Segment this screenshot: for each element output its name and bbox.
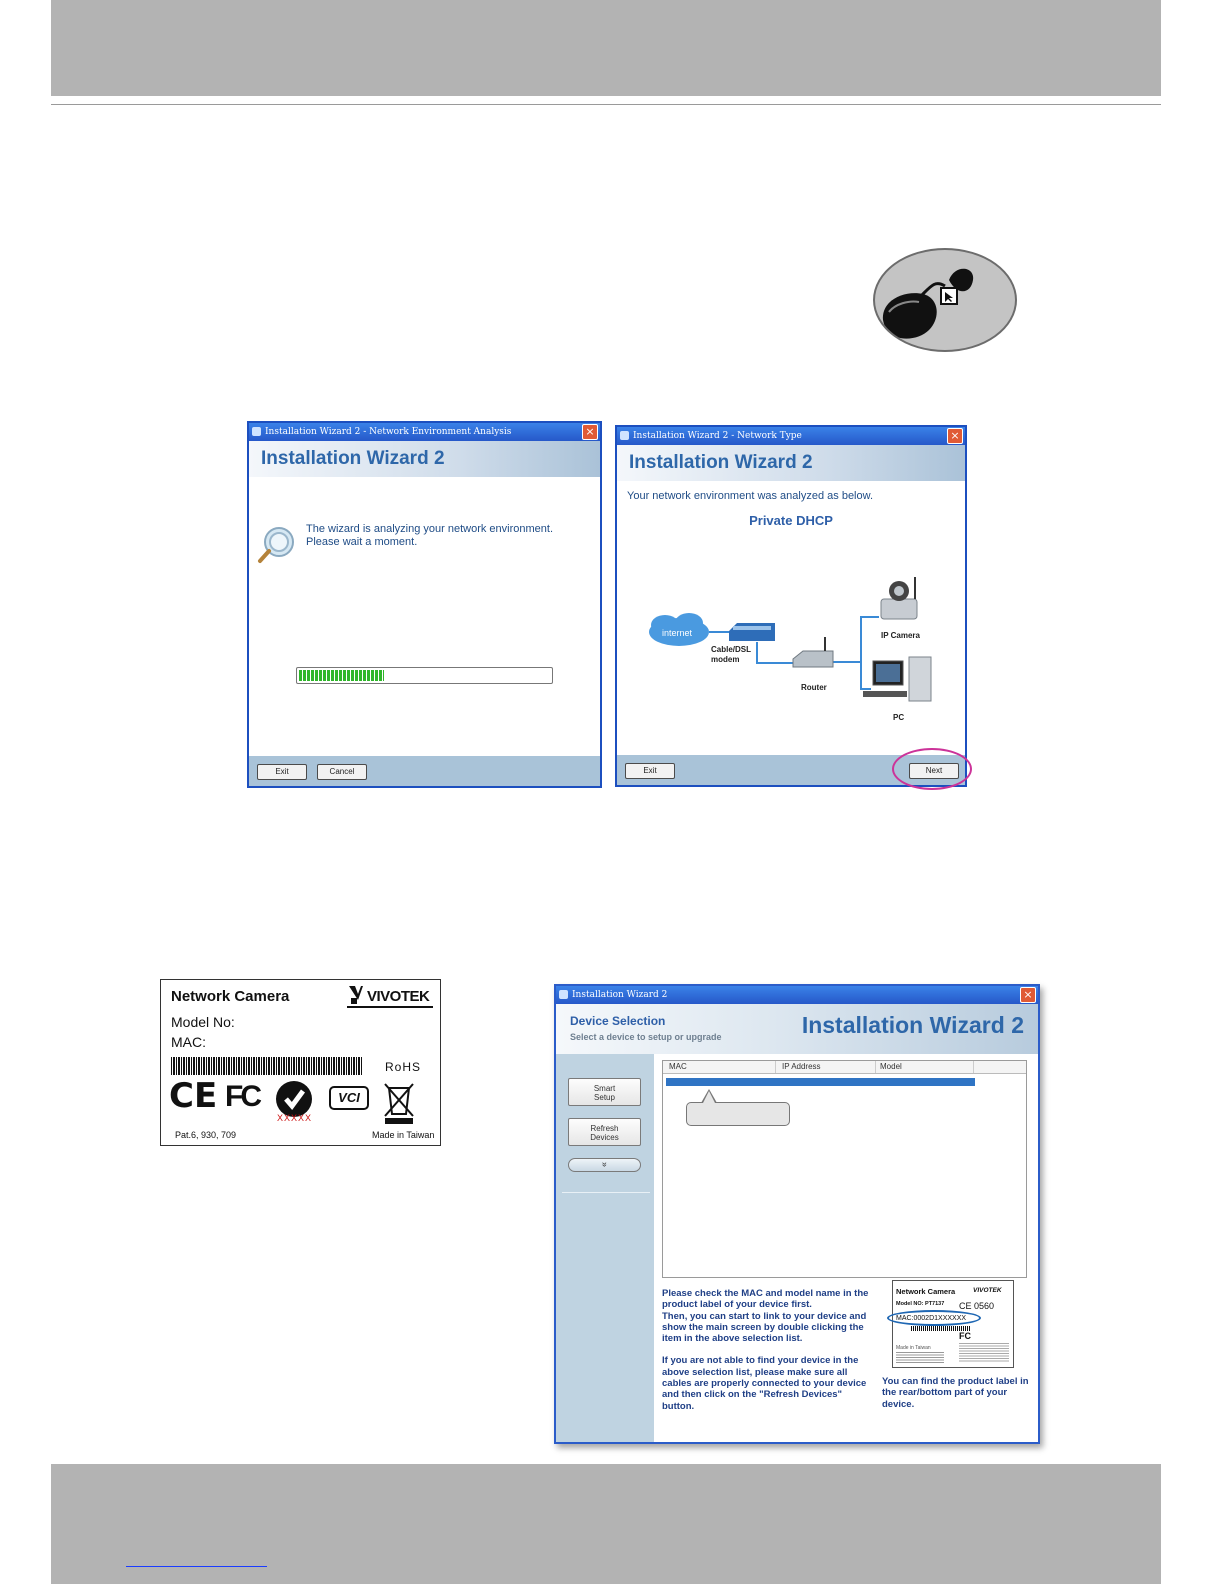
ctick-code: XXXXX — [277, 1113, 313, 1123]
pc-label: PC — [893, 713, 905, 722]
label-title: Network Camera — [171, 988, 290, 1005]
ctick-mark-icon — [276, 1081, 312, 1117]
made-in-label: Made in Taiwan — [372, 1130, 435, 1140]
mini-label-mac: MAC:0002D1XXXXXX — [896, 1315, 967, 1322]
app-icon — [559, 990, 568, 999]
callout-tail-fill — [703, 1091, 715, 1103]
section-title: Device Selection — [570, 1014, 666, 1028]
close-button[interactable]: × — [1020, 987, 1036, 1003]
ip-camera-label: IP Camera — [881, 631, 920, 640]
window-title: Installation Wizard 2 - Network Environment Analysis — [265, 427, 512, 437]
banner-title: Installation Wizard 2 — [261, 448, 445, 469]
analysis-progress-bar — [296, 667, 553, 684]
page-header-band — [51, 0, 1161, 96]
wizard-banner — [556, 1004, 1038, 1054]
sidebar — [556, 1054, 654, 1442]
table-row[interactable] — [666, 1078, 975, 1086]
exit-button[interactable]: Exit — [625, 763, 675, 779]
column-header-mac[interactable]: MAC — [669, 1062, 687, 1071]
network-type-label: Private DHCP — [749, 513, 833, 528]
refresh-line1: Refresh — [590, 1124, 619, 1133]
help-line: cables are properly connected to your device — [662, 1378, 867, 1390]
close-button[interactable]: × — [947, 428, 963, 444]
label-hint — [882, 1376, 1042, 1410]
help-spacer — [662, 1344, 888, 1355]
network-type-window — [615, 425, 967, 787]
device-selection-window — [554, 984, 1040, 1444]
patent-number: Pat.6, 930, 709 — [175, 1130, 237, 1140]
analysis-message-line1: The wizard is analyzing your network environment. — [306, 523, 554, 535]
device-list[interactable] — [662, 1060, 1027, 1278]
help-line: product label of your device first. — [662, 1299, 812, 1311]
label-brand: VIVOTEK — [367, 988, 430, 1005]
banner-title: Installation Wizard 2 — [629, 452, 813, 473]
help-line: button. — [662, 1400, 695, 1412]
mini-fine-print — [959, 1343, 1009, 1363]
refresh-line2: Devices — [590, 1133, 619, 1142]
next-button-highlight — [892, 748, 972, 790]
network-analysis-window — [247, 421, 602, 788]
mac-highlight-ring — [887, 1310, 981, 1326]
window-titlebar — [249, 423, 600, 441]
mini-label-made-in: Made in Taiwan — [896, 1345, 931, 1351]
label-hint-line: the rear/bottom part of your — [882, 1387, 1008, 1399]
main-panel — [654, 1054, 1038, 1442]
app-icon — [252, 427, 261, 436]
modem-icon — [729, 623, 775, 641]
column-header-extra — [973, 1061, 974, 1073]
cancel-button[interactable]: Cancel — [317, 764, 367, 780]
mini-label-ce: CE 0560 — [959, 1301, 995, 1311]
ce-mark-icon: CE — [169, 1076, 218, 1116]
exit-button[interactable]: Exit — [257, 764, 307, 780]
window-titlebar — [556, 986, 1038, 1004]
analysis-message-line2: Please wait a moment. — [306, 536, 418, 548]
mac-label: MAC: — [171, 1034, 206, 1050]
mouse-icon — [873, 248, 1017, 352]
analysis-message — [306, 523, 553, 549]
help-line: above selection list, please make sure all — [662, 1366, 848, 1378]
wizard-banner — [249, 441, 600, 477]
brand-underline — [347, 1006, 433, 1008]
router-icon — [793, 637, 833, 667]
window-footer — [249, 756, 600, 786]
rohs-label: RoHS — [385, 1060, 422, 1074]
column-header-ip[interactable]: IP Address — [775, 1061, 821, 1073]
refresh-devices-button[interactable] — [568, 1118, 641, 1146]
smart-setup-line1: Smart — [593, 1084, 616, 1093]
close-button[interactable]: × — [582, 424, 598, 440]
section-subtitle: Select a device to setup or upgrade — [570, 1032, 722, 1042]
router-label: Router — [801, 683, 827, 692]
mini-label-title: Network Camera — [896, 1287, 956, 1296]
vci-mark-icon: VCI — [329, 1086, 369, 1110]
window-title: Installation Wizard 2 — [572, 990, 668, 1000]
device-list-header — [663, 1061, 1026, 1074]
progress-fill — [299, 670, 384, 681]
pc-icon — [863, 657, 931, 701]
mini-fcc-icon: FC — [959, 1331, 971, 1341]
mini-label-brand: VIVOTEK — [973, 1287, 1002, 1294]
analysis-result-text: Your network environment was analyzed as below. — [627, 490, 874, 502]
internet-label: internet — [661, 628, 693, 638]
mini-label-model: Model NO: PT7137 — [896, 1301, 945, 1307]
banner-title: Installation Wizard 2 — [801, 1012, 1024, 1038]
model-number-label: Model No: — [171, 1014, 235, 1030]
column-header-model[interactable]: Model — [875, 1061, 902, 1073]
smart-setup-button[interactable] — [568, 1078, 641, 1106]
modem-label-line2: modem — [711, 655, 740, 664]
network-diagram — [617, 427, 965, 757]
fcc-mark-icon: FC — [225, 1080, 259, 1113]
help-line: and then click on the "Refresh Devices" — [662, 1389, 843, 1401]
weee-bin-icon — [381, 1080, 417, 1131]
product-label — [160, 979, 441, 1146]
sidebar-divider — [562, 1192, 650, 1193]
help-line: If you are not able to find your device in the — [662, 1355, 859, 1367]
ip-camera-icon — [881, 577, 917, 619]
expand-more-button[interactable] — [568, 1158, 641, 1172]
next-button[interactable]: Next — [909, 763, 959, 779]
mini-product-label — [892, 1280, 1014, 1368]
label-hint-line: device. — [882, 1398, 915, 1410]
smart-setup-line2: Setup — [594, 1093, 615, 1102]
magnifier-icon — [257, 526, 295, 564]
header-divider — [51, 104, 1161, 105]
help-line: Then, you can start to link to your device and — [662, 1310, 867, 1322]
help-line: Please check the MAC and model name in the — [662, 1288, 869, 1299]
barcode-icon — [171, 1057, 363, 1075]
mini-fine-print — [896, 1352, 944, 1364]
label-hint-line: You can find the product label in — [882, 1376, 1029, 1387]
help-text — [662, 1288, 888, 1412]
window-title: Installation Wizard 2 - Network Type — [633, 431, 802, 441]
footer-link-underline[interactable] — [126, 1566, 267, 1567]
help-line: show the main screen by double clicking the — [662, 1321, 864, 1333]
help-line: item in the above selection list. — [662, 1333, 803, 1345]
device-callout — [686, 1102, 790, 1126]
modem-label-line1: Cable/DSL — [711, 645, 752, 654]
chevron-down-icon: » — [599, 1161, 610, 1168]
